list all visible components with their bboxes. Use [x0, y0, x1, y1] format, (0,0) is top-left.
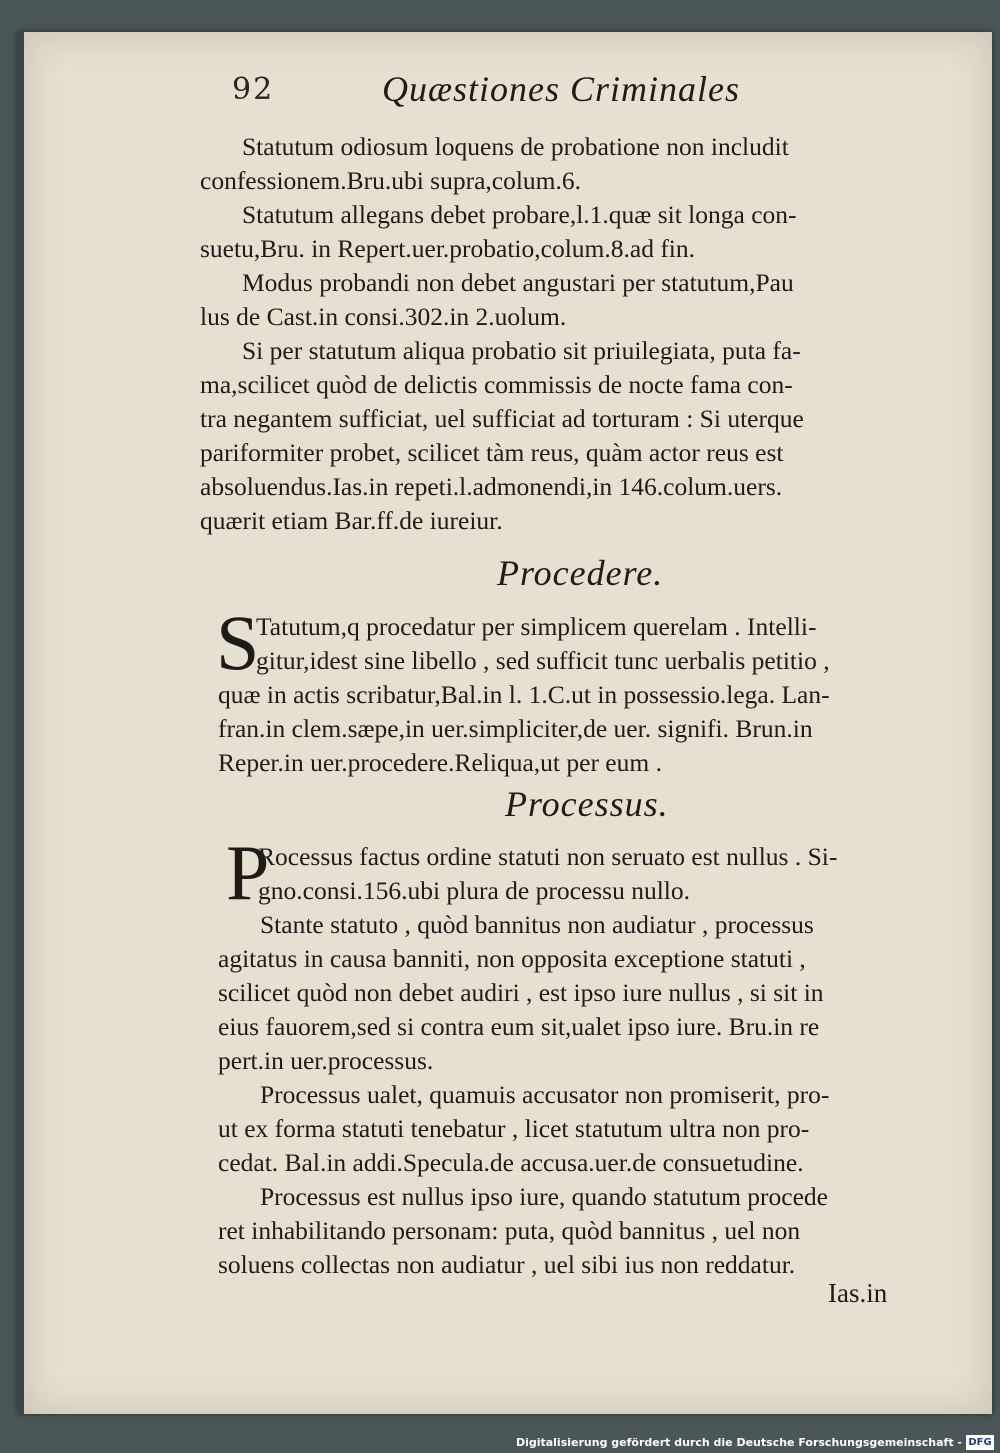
procedere-block — [218, 678, 958, 780]
text-line: quærit etiam Bar.ff.de iureiur. — [200, 506, 503, 535]
page-number: 92 — [232, 72, 275, 107]
text-line: gitur,idest sine libello , sed sufficit tunc uerbalis petitio , — [256, 646, 830, 675]
heading-procedere: Procedere. — [497, 553, 664, 593]
dfg-logo-icon: DFG — [966, 1435, 994, 1450]
text-line: scilicet quòd non debet audiri , est ipso iure nullus , si sit in — [218, 978, 824, 1007]
text-line: ret inhabilitando personam: puta, quòd bannitus , uel non — [218, 1216, 801, 1245]
text-line: pariformiter probet, scilicet tàm reus, quàm actor reus est — [200, 438, 784, 467]
text-line: confessionem.Bru.ubi supra,colum.6. — [200, 166, 582, 195]
procedere-block-lead — [256, 610, 956, 678]
footer-bar — [0, 1434, 1000, 1453]
catchword: Ias.in — [828, 1278, 888, 1308]
text-line: Reper.in uer.procedere.Reliqua,ut per eum . — [218, 748, 662, 777]
text-line: quæ in actis scribatur,Bal.in l. 1.C.ut in possessio.lega. Lan- — [218, 680, 830, 709]
processus-block-lead — [258, 840, 958, 908]
text-line: Modus probandi non debet angustari per statutum,Pau — [242, 268, 794, 297]
text-line: absoluendus.Ias.in repeti.l.admonendi,in 146.colum.uers. — [200, 472, 783, 501]
text-line: lus de Cast.in consi.302.in 2.uolum. — [200, 302, 567, 331]
processus-block — [218, 908, 958, 1282]
text-line: Tatutum,q procedatur per simplicem querelam . Intelli- — [256, 612, 817, 641]
text-line: Stante statuto , quòd bannitus non audiatur , processus — [260, 910, 814, 939]
text-line: ma,scilicet quòd de delictis commissis de nocte fama con- — [200, 370, 793, 399]
text-line: cedat. Bal.in addi.Specula.de accusa.uer.de consuetudine. — [218, 1148, 804, 1177]
text-line: ut ex forma statuti tenebatur , licet statutum ultra non pro- — [218, 1114, 810, 1143]
funding-credit: Digitalisierung gefördert durch die Deutsche Forschungsgemeinschaft - — [515, 1436, 962, 1449]
text-line: Si per statutum aliqua probatio sit priuilegiata, puta fa- — [242, 336, 801, 365]
text-line: Processus ualet, quamuis accusator non promiserit, pro- — [260, 1080, 830, 1109]
text-line: gno.consi.156.ubi plura de processu nullo. — [258, 876, 691, 905]
text-line: eius fauorem,sed si contra eum sit,ualet ipso iure. Bru.in re — [218, 1012, 820, 1041]
dropcap-s: S — [216, 599, 260, 686]
text-line: tra negantem sufficiat, uel sufficiat ad torturam : Si uterque — [200, 404, 804, 433]
text-line: fran.in clem.sæpe,in uer.simpliciter,de uer. signifi. Brun.in — [218, 714, 813, 743]
text-line: Statutum odiosum loquens de probatione non includit — [242, 132, 789, 161]
text-line: Processus est nullus ipso iure, quando statutum procede — [260, 1182, 828, 1211]
text-line: agitatus in causa banniti, non opposita exceptione statuti , — [218, 944, 806, 973]
text-line: suetu,Bru. in Repert.uer.probatio,colum.8.ad fin. — [200, 234, 696, 263]
text-line: soluens collectas non audiatur , uel sibi ius non reddatur. — [218, 1250, 796, 1279]
heading-processus: Processus. — [505, 784, 669, 824]
text-line: Rocessus factus ordine statuti non seruato est nullus . Si- — [258, 842, 838, 871]
statutum-block — [200, 130, 960, 538]
dropcap-p: P — [226, 829, 270, 916]
text-line: Statutum allegans debet probare,l.1.quæ sit longa con- — [242, 200, 797, 229]
text-line: pert.in uer.processus. — [218, 1046, 434, 1075]
running-title: Quæstiones Criminales — [382, 69, 741, 109]
